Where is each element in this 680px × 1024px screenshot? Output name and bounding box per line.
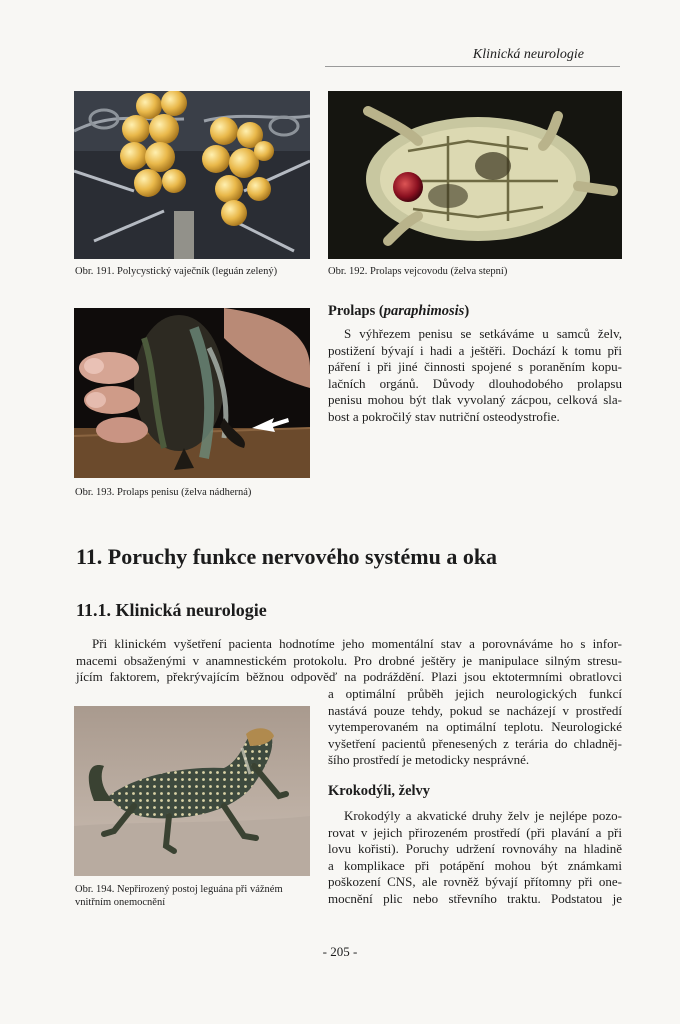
neuro-paragraph-column — [328, 686, 622, 769]
neuro-line: a optimální průběh jejich neurologických funkcí — [328, 686, 622, 701]
figure-193-caption: Obr. 193. Prolaps penisu (želva nádherná) — [75, 487, 252, 498]
figure-193-photo — [74, 308, 310, 478]
figure-191-photo — [74, 91, 310, 259]
running-header-title: Klinická neurologie — [472, 47, 584, 62]
figure-192-photo — [328, 91, 622, 259]
chapter-title: 11. Poruchy funkce nervového systému a oka — [76, 544, 498, 569]
neuro-line: vyšetření pacientů přenesených z terária do chladněj- — [328, 735, 622, 751]
krokodyli-heading: Krokodýli, želvy — [328, 783, 431, 799]
prolaps-heading-main: Prolaps ( — [328, 303, 384, 319]
krokodyli-line: poškození CNS, ale rovněž bývají přítomny při one- — [328, 874, 622, 890]
figure-192-caption: Obr. 192. Prolaps vejcovodu (želva stepní) — [328, 266, 508, 277]
neuro-line: šího prostředí je metodicky nesprávné. — [328, 752, 530, 768]
neuro-line: vytemperovaném na optimální teplotu. Neurologické — [328, 719, 622, 735]
prolaps-line: bost a pokročilý stav nutriční osteodystrofie. — [328, 408, 560, 424]
neuro-line: Při klinickém vyšetření pacienta hodnotíme jeho momentální stav a porovnáváme ho s infor- — [92, 636, 622, 651]
krokodyli-line: rovat v jejich přirozeném prostředí (při plavání a při — [328, 824, 622, 840]
prolaps-line: postižení bývají i hadi a ještěři. Dochází k tomu při — [328, 342, 622, 358]
prolaps-line: lačních orgánů. Důvody dlouhodobého prolapsu — [328, 375, 622, 391]
figure-194-caption — [75, 883, 283, 909]
header-rule — [325, 66, 620, 67]
neuro-paragraph-full — [76, 636, 622, 686]
figure-194-photo — [74, 706, 310, 876]
prolaps-heading-close: ) — [464, 303, 470, 319]
prolaps-line: S výhřezem penisu se setkáváme u samců želv, — [344, 326, 622, 341]
krokodyli-line: Krokodýly a akvatické druhy želv je nejlépe pozo- — [344, 808, 622, 823]
neuro-line: macemi obsaženými v anamnestickém protokolu. Pro drobné ještěry je manipulace silným stresu- — [76, 652, 622, 668]
figure-194-caption-line: Obr. 194. Nepřirozený postoj leguána při vážném — [75, 884, 283, 895]
neuro-line: nastává pouze tehdy, pokud se nacházejí v prostředí — [328, 702, 622, 718]
prolaps-heading — [328, 303, 469, 320]
figure-191-caption: Obr. 191. Polycystický vaječník (leguán zelený) — [75, 266, 278, 277]
page-number: - 205 - — [322, 944, 358, 959]
section-title: 11.1. Klinická neurologie — [76, 600, 267, 620]
krokodyli-paragraph — [328, 808, 622, 908]
figure-194-caption-line: vnitřním onemocnění — [75, 897, 166, 908]
neuro-line: jícím faktorem, překrývajícím běžnou odpověď na podráždění. Plazi jsou ektotermními obratlovci — [76, 669, 622, 685]
krokodyli-line: a komplikace při potápění mohou být známkami — [328, 857, 622, 873]
krokodyli-line: lovu kořisti). Poruchy udržení rovnováhy na hladině — [328, 841, 622, 857]
krokodyli-line: mocnění plic nebo střevního traktu. Podstatou je — [328, 890, 622, 906]
prolaps-heading-italic: paraphimosis — [383, 303, 465, 319]
prolaps-line: penisu mohou být tlak vyvolaný zácpou, celková sla- — [328, 392, 622, 408]
prolaps-line: páření i při jiné činnosti spojené s poraněním kopu- — [328, 359, 622, 375]
prolaps-paragraph — [328, 326, 622, 426]
